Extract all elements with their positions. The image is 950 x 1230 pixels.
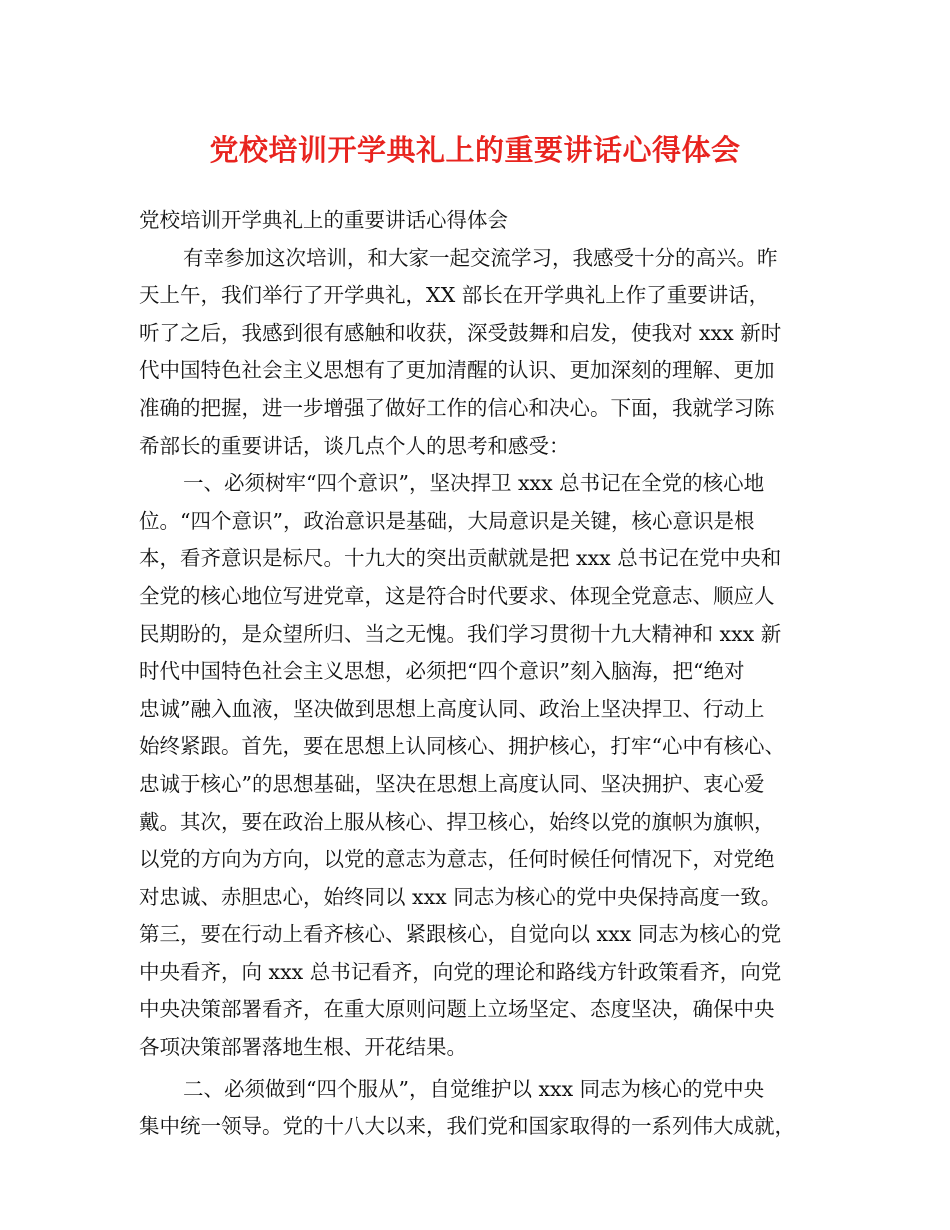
paragraph-line: 代中国特色社会主义思想有了更加清醒的认识、更加深刻的理解、更加 — [139, 358, 775, 383]
paragraph-line: 戴。其次，要在政治上服从核心、捍卫核心，始终以党的旗帜为旗帜， — [139, 809, 775, 834]
paragraph-line: 集中统一领导。党的十八大以来，我们党和国家取得的一系列伟大成就， — [139, 1114, 795, 1139]
paragraph-line: 天上午，我们举行了开学典礼，XX 部长在开学典礼上作了重要讲话， — [139, 283, 770, 308]
paragraph-line: 中央看齐，向 xxx 总书记看齐，向党的理论和路线方针政策看齐，向党 — [139, 959, 782, 984]
document-body — [139, 202, 829, 1146]
paragraph-line: 准确的把握，进一步增强了做好工作的信心和决心。下面，我就学习陈 — [139, 395, 775, 420]
paragraph-line: 忠诚”融入血液，坚决做到思想上高度认同、政治上坚决捍卫、行动上 — [139, 696, 765, 721]
subtitle-line: 党校培训开学典礼上的重要讲话心得体会 — [139, 208, 508, 232]
paragraph-line: 本，看齐意识是标尺。十九大的突出贡献就是把 xxx 总书记在党中央和 — [139, 546, 782, 571]
paragraph-line: 一、必须树牢“四个意识”，坚决捍卫 xxx 总书记在全党的核心地 — [183, 471, 765, 496]
paragraph-line: 始终紧跟。首先，要在思想上认同核心、拥护核心，打牢“心中有核心、 — [139, 734, 785, 759]
paragraph-line: 全党的核心地位写进党章，这是符合时代要求、体现全党意志、顺应人 — [139, 583, 775, 608]
paragraph-line: 忠诚于核心”的思想基础，坚决在思想上高度认同、坚决拥护、衷心爱 — [139, 771, 765, 796]
paragraph-line: 中央决策部署看齐，在重大原则问题上立场坚定、态度坚决，确保中央 — [139, 997, 775, 1022]
document-title: 党校培训开学典礼上的重要讲话心得体会 — [209, 133, 741, 167]
paragraph-line: 有幸参加这次培训，和大家一起交流学习，我感受十分的高兴。昨 — [183, 245, 778, 270]
paragraph-line: 二、必须做到“四个服从”，自觉维护以 xxx 同志为核心的党中央 — [183, 1076, 765, 1101]
paragraph-line: 位。“四个意识”，政治意识是基础，大局意识是关键，核心意识是根 — [139, 508, 755, 533]
paragraph-line: 对忠诚、赤胆忠心，始终同以 xxx 同志为核心的党中央保持高度一致。 — [139, 884, 782, 909]
paragraph-line: 希部长的重要讲话，谈几点个人的思考和感受： — [139, 433, 570, 458]
paragraph-line: 第三，要在行动上看齐核心、紧跟核心，自觉向以 xxx 同志为核心的党 — [139, 922, 782, 947]
paragraph-line: 听了之后，我感到很有感触和收获，深受鼓舞和启发，使我对 xxx 新时 — [139, 320, 782, 345]
paragraph-line: 以党的方向为方向，以党的意志为意志，任何时候任何情况下，对党绝 — [139, 847, 775, 872]
paragraph-line: 民期盼的，是众望所归、当之无愧。我们学习贯彻十九大精神和 xxx 新 — [139, 621, 782, 646]
paragraph-line: 时代中国特色社会主义思想，必须把“四个意识”刻入脑海，把“绝对 — [139, 659, 745, 684]
paragraph-line: 各项决策部署落地生根、开花结果。 — [139, 1035, 467, 1060]
